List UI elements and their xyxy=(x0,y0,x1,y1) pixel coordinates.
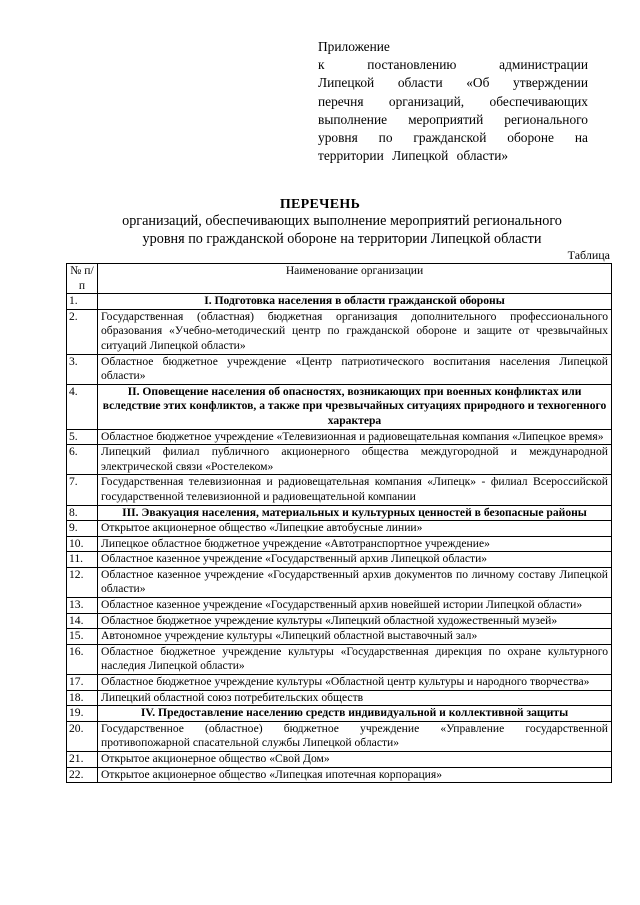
row-number: 2. xyxy=(67,309,98,354)
organization-name: Липецкое областное бюджетное учреждение «Автотранспортное учреждение» xyxy=(98,536,612,552)
row-number: 1. xyxy=(67,294,98,310)
table-row xyxy=(67,567,612,597)
appendix-line: территории Липецкой области» xyxy=(318,148,509,164)
organization-name: Областное бюджетное учреждение «Центр патриотического воспитания населения Липецкой области» xyxy=(98,354,612,384)
organization-name: Государственное (областное) бюджетное учреждение «Управление государственной противопожарной спасательной службы Липецкой области» xyxy=(98,721,612,751)
appendix-line: Липецкой области «Об утверждении xyxy=(318,75,588,91)
table-row xyxy=(67,445,612,475)
table-row xyxy=(67,752,612,768)
row-number: 8. xyxy=(67,505,98,521)
section-title: II. Оповещение населения об опасностях, возникающих при военных конфликтах или вследствие этих конфликтов, а также при чрезвычайных ситуациях природного и техногенного характера xyxy=(98,384,612,429)
table-row xyxy=(67,521,612,537)
appendix-line: к постановлению администрации xyxy=(318,57,588,73)
row-number: 16. xyxy=(67,644,98,674)
table-row xyxy=(67,613,612,629)
row-number: 12. xyxy=(67,567,98,597)
organization-name: Автономное учреждение культуры «Липецкий областной выставочный зал» xyxy=(98,629,612,645)
row-number: 13. xyxy=(67,598,98,614)
row-number: 7. xyxy=(67,475,98,505)
appendix-line: перечня организаций, обеспечивающих xyxy=(318,93,588,109)
section-row xyxy=(67,706,612,722)
appendix-header xyxy=(318,38,588,165)
header-name: Наименование организации xyxy=(98,264,612,294)
row-number: 15. xyxy=(67,629,98,645)
table-row xyxy=(67,552,612,568)
organization-name: Областное казенное учреждение «Государственный архив новейшей истории Липецкой области» xyxy=(98,598,612,614)
table-row xyxy=(67,767,612,783)
table-row xyxy=(67,536,612,552)
row-number: 17. xyxy=(67,675,98,691)
organization-name: Липецкий филиал публичного акционерного общества междугородной и международной электрической связи «Ростелеком» xyxy=(98,445,612,475)
appendix-line: выполнение мероприятий регионального xyxy=(318,111,588,127)
organization-name: Областное бюджетное учреждение культуры «Государственная дирекция по охране культурного наследия Липецкой области» xyxy=(98,644,612,674)
row-number: 21. xyxy=(67,752,98,768)
row-number: 19. xyxy=(67,706,98,722)
table-row xyxy=(67,475,612,505)
row-number: 20. xyxy=(67,721,98,751)
row-number: 18. xyxy=(67,690,98,706)
table-row xyxy=(67,598,612,614)
section-row xyxy=(67,384,612,429)
organization-name: Открытое акционерное общество «Свой Дом» xyxy=(98,752,612,768)
row-number: 14. xyxy=(67,613,98,629)
organization-name: Областное казенное учреждение «Государственный архив документов по личному составу Липецкой области» xyxy=(98,567,612,597)
row-number: 5. xyxy=(67,429,98,445)
organization-name: Областное казенное учреждение «Государственный архив Липецкой области» xyxy=(98,552,612,568)
section-title: III. Эвакуация населения, материальных и культурных ценностей в безопасные районы xyxy=(98,505,612,521)
appendix-line: Приложение xyxy=(318,39,390,54)
organizations-table xyxy=(66,263,612,783)
organization-name: Областное бюджетное учреждение культуры «Липецкий областной художественный музей» xyxy=(98,613,612,629)
table-row xyxy=(67,354,612,384)
row-number: 3. xyxy=(67,354,98,384)
table-row xyxy=(67,309,612,354)
table-row xyxy=(67,721,612,751)
row-number: 10. xyxy=(67,536,98,552)
organization-name: Открытое акционерное общество «Липецкая ипотечная корпорация» xyxy=(98,767,612,783)
organization-name: Областное бюджетное учреждение культуры «Областной центр культуры и народного творчества» xyxy=(98,675,612,691)
table-row xyxy=(67,675,612,691)
table-row xyxy=(67,690,612,706)
table-label: Таблица xyxy=(567,248,610,262)
organization-name: Липецкий областной союз потребительских обществ xyxy=(98,690,612,706)
organization-name: Областное бюджетное учреждение «Телевизионная и радиовещательная компания «Липецкое время» xyxy=(98,429,612,445)
subtitle-line: организаций, обеспечивающих выполнение мероприятий регионального xyxy=(122,213,562,229)
row-number: 11. xyxy=(67,552,98,568)
row-number: 22. xyxy=(67,767,98,783)
subtitle-line: уровня по гражданской обороне на территории Липецкой области xyxy=(142,231,542,247)
row-number: 4. xyxy=(67,384,98,429)
row-number: 6. xyxy=(67,445,98,475)
table-row xyxy=(67,629,612,645)
organization-name: Государственная (областная) бюджетная организация дополнительного профессионального образования «Учебно-методический центр по гражданской обороне и защите от чрезвычайных ситуаций Липецкой области» xyxy=(98,309,612,354)
organization-name: Государственная телевизионная и радиовещательная компания «Липецк» - филиал Всероссийской государственной телевизионной и радиовещательной компании xyxy=(98,475,612,505)
table-row xyxy=(67,429,612,445)
header-num: № п/п xyxy=(67,264,98,294)
organization-name: Открытое акционерное общество «Липецкие автобусные линии» xyxy=(98,521,612,537)
appendix-line: уровня по гражданской обороне на xyxy=(318,130,588,146)
section-row xyxy=(67,505,612,521)
table-header-row xyxy=(67,264,612,294)
section-title: IV. Предоставление населению средств индивидуальной и коллективной защиты xyxy=(98,706,612,722)
document-subtitle xyxy=(92,212,592,248)
section-title: I. Подготовка населения в области гражданской обороны xyxy=(98,294,612,310)
table-row xyxy=(67,644,612,674)
document-title: ПЕРЕЧЕНЬ xyxy=(279,197,361,212)
row-number: 9. xyxy=(67,521,98,537)
section-row xyxy=(67,294,612,310)
